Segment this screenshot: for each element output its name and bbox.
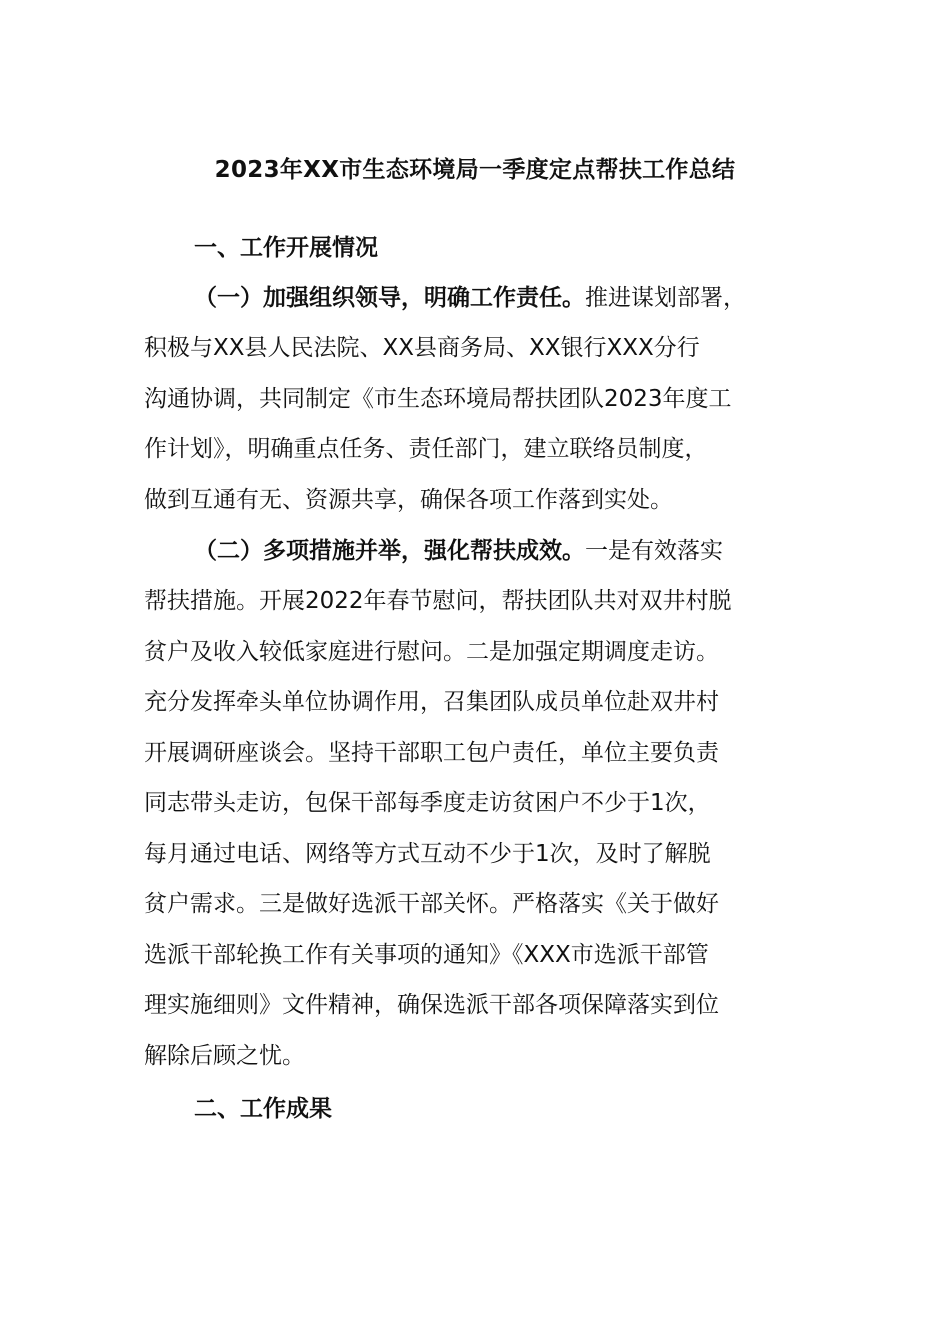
paragraph-2-line-9: 选派干部轮换工作有关事项的通知》《XXX市选派干部管 <box>144 942 709 968</box>
paragraph-1-line-1 <box>194 278 884 318</box>
paragraph-2-text: 一是有效落实 <box>585 538 723 564</box>
paragraph-2-line-7: 每月通过电话、网络等方式互动不少于1次，及时了解脱 <box>144 841 711 867</box>
paragraph-2-line-5: 开展调研座谈会。坚持干部职工包户责任，单位主要负责 <box>144 740 719 766</box>
paragraph-1-line-2: 积极与XX县人民法院、XX县商务局、XX银行XXX分行 <box>144 335 700 361</box>
paragraph-1-lead: （一）加强组织领导，明确工作责任。 <box>194 285 585 311</box>
paragraph-2-line-1 <box>194 531 884 571</box>
document-title: 2023年XX市生态环境局一季度定点帮扶工作总结 <box>214 157 736 183</box>
paragraph-2-line-11: 解除后顾之忧。 <box>144 1043 305 1069</box>
paragraph-2-line-3: 贫户及收入较低家庭进行慰问。二是加强定期调度走访。 <box>144 639 719 665</box>
paragraph-2-line-10: 理实施细则》文件精神，确保选派干部各项保障落实到位 <box>144 992 719 1018</box>
section-heading-results: 二、工作成果 <box>194 1096 332 1122</box>
paragraph-1-line-4: 作计划》，明确重点任务、责任部门，建立联络员制度， <box>144 436 708 462</box>
paragraph-2-lead: （二）多项措施并举，强化帮扶成效。 <box>194 538 585 564</box>
paragraph-2-line-8: 贫户需求。三是做好选派干部关怀。严格落实《关于做好 <box>144 891 719 917</box>
paragraph-2-line-4: 充分发挥牵头单位协调作用，召集团队成员单位赴双井村 <box>144 689 719 715</box>
paragraph-2-line-6: 同志带头走访，包保干部每季度走访贫困户不少于1次， <box>144 790 711 816</box>
paragraph-1-text: 推进谋划部署， <box>585 285 746 311</box>
paragraph-1-line-5: 做到互通有无、资源共享，确保各项工作落到实处。 <box>144 487 673 513</box>
section-heading-work-progress: 一、工作开展情况 <box>194 235 378 261</box>
paragraph-2-line-2: 帮扶措施。开展2022年春节慰问，帮扶团队共对双井村脱 <box>144 588 732 614</box>
paragraph-1-line-3: 沟通协调，共同制定《市生态环境局帮扶团队2023年度工 <box>144 386 732 412</box>
